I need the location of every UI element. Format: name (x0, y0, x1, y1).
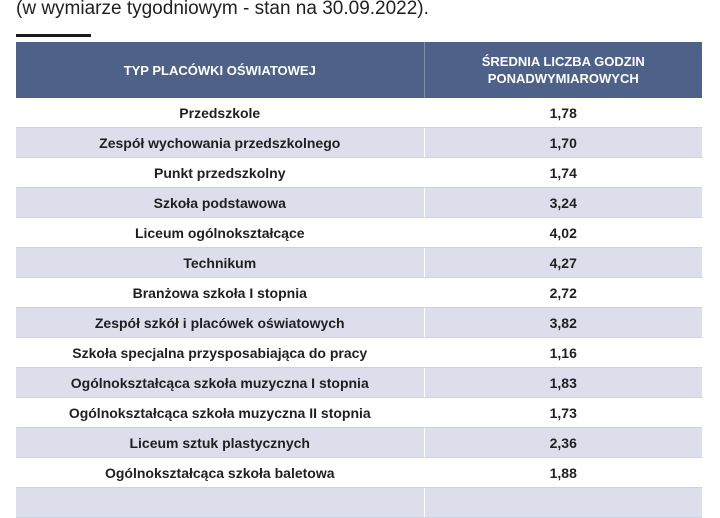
cell-type: Liceum ogólnokształcące (16, 218, 424, 248)
cell-type: Ogólnokształcąca szkoła muzyczna II stopnia (16, 398, 424, 428)
cell-value: 1,78 (424, 98, 702, 128)
cell-type: Liceum sztuk plastycznych (16, 428, 424, 458)
cell-type: Branżowa szkoła I stopnia (16, 278, 424, 308)
table-row (16, 248, 702, 278)
cell-value: 3,24 (424, 188, 702, 218)
table-row (16, 128, 702, 158)
table-header-row (16, 42, 702, 98)
table-row (16, 368, 702, 398)
cell-type: Technikum (16, 248, 424, 278)
data-table (16, 42, 702, 518)
cell-type: Szkoła podstawowa (16, 188, 424, 218)
cell-value: 1,88 (424, 458, 702, 488)
cell-value: 1,70 (424, 128, 702, 158)
cell-type: Przedszkole (16, 98, 424, 128)
cell-value: 1,74 (424, 158, 702, 188)
table-row (16, 338, 702, 368)
data-table-container (16, 42, 702, 518)
cell-value: 1,16 (424, 338, 702, 368)
table-row (16, 458, 702, 488)
table-header (16, 42, 702, 98)
cell-type: Punkt przedszkolny (16, 158, 424, 188)
table-row (16, 158, 702, 188)
cell-type: Ogólnokształcąca szkoła baletowa (16, 458, 424, 488)
table-row (16, 278, 702, 308)
cell-value (424, 488, 702, 518)
cell-value: 2,72 (424, 278, 702, 308)
cell-value: 2,36 (424, 428, 702, 458)
cell-type: Szkoła specjalna przysposabiająca do pracy (16, 338, 424, 368)
table-subtitle: (w wymiarze tygodniowym - stan na 30.09.2022). (16, 0, 429, 19)
table-row (16, 428, 702, 458)
cell-type (16, 488, 424, 518)
table-row (16, 398, 702, 428)
table-row (16, 308, 702, 338)
cell-value: 4,27 (424, 248, 702, 278)
column-header-type: TYP PLACÓWKI OŚWIATOWEJ (16, 42, 424, 98)
cell-type: Ogólnokształcąca szkoła muzyczna I stopnia (16, 368, 424, 398)
table-body (16, 98, 702, 518)
column-header-average-hours: ŚREDNIA LICZBA GODZIN PONADWYMIAROWYCH (424, 42, 702, 98)
table-row (16, 188, 702, 218)
table-row (16, 98, 702, 128)
cell-value: 4,02 (424, 218, 702, 248)
cell-value: 3,82 (424, 308, 702, 338)
cell-type: Zespół szkół i placówek oświatowych (16, 308, 424, 338)
cell-value: 1,73 (424, 398, 702, 428)
cell-value: 1,83 (424, 368, 702, 398)
table-row (16, 218, 702, 248)
cell-type: Zespół wychowania przedszkolnego (16, 128, 424, 158)
accent-rule (16, 34, 91, 37)
table-row-partial (16, 488, 702, 518)
